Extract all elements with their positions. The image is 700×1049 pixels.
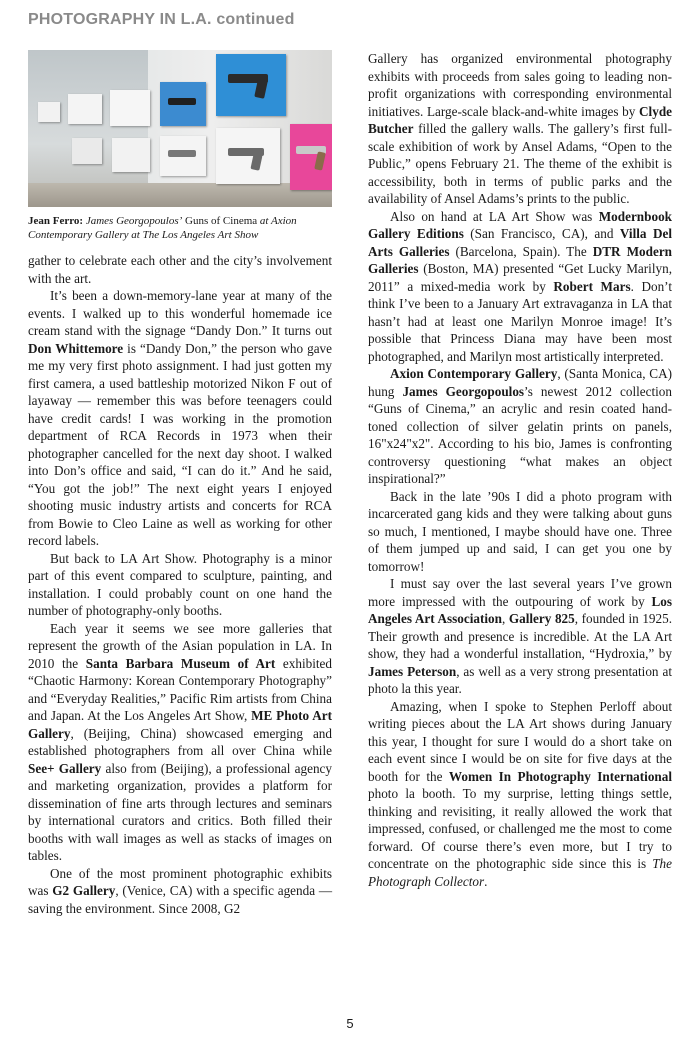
photo-frame-8 xyxy=(216,54,286,116)
caption-rest: at Axion Contemporary Gallery at The Los Angeles Art Show xyxy=(28,215,297,241)
bold-name: Gallery 825 xyxy=(508,611,575,626)
photo-frame-1 xyxy=(38,102,60,122)
bold-name: James Georgopoulos xyxy=(402,383,525,399)
pistol-image-5 xyxy=(168,150,196,157)
bold-name: Los Angeles Art Association xyxy=(368,593,672,626)
text-run: I must say over the last several years I’ve grown more impressed with the outpouring of work by xyxy=(368,576,672,609)
text-run: Amazing, when I spoke to Stephen Perloff about writing pieces about the LA Art shows during January this year, I thought for sure I would do a short take on each event since I would be on site for five days at the booth for the xyxy=(368,698,672,784)
body-paragraph xyxy=(28,550,332,620)
text-run: But back to LA Art Show. Photography is a minor part of this event compared to sculpture, painting, and installation. I could probably count on one hand the number of photography-only booths. xyxy=(28,550,332,618)
text-run: (Barcelona, Spain). The xyxy=(449,243,593,259)
left-body-text xyxy=(28,252,332,917)
photo-frame-10 xyxy=(290,124,332,190)
photo-frame-5 xyxy=(112,138,150,172)
text-run: It’s been a down-memory-lane year at many of the events. I walked up to this wonderful homemade ice cream stand with the signage “Dandy Don.” It turns out xyxy=(28,288,332,338)
text-run: exhibited “Chaotic Harmony: Korean Contemporary Photography” and “Everyday Realities,” Pacific Rim artists from China and Japan. At the Los Angeles Art Show, xyxy=(28,655,332,723)
text-run: photo la booth. To my surprise, letting things settle, thinking and revisiting, it really allowed the work that impressed, confused, or challenged me the most to come forward. Of course there’s even more, but I try to concentrate on the photographic side since this is xyxy=(368,786,672,871)
photo-caption xyxy=(28,214,332,242)
text-run: , (Venice, CA) with a specific agenda — saving the environment. Since 2008, G2 xyxy=(28,883,333,916)
text-run: . Don’t think I’ve been to a January Art extravaganza in LA that hasn’t had at least one Marilyn Monroe image! It’s possible that Princess Diana may have been most photographed, and Marilyn most artistically interpreted. xyxy=(368,278,672,364)
pistol-image-4 xyxy=(168,98,196,105)
body-paragraph xyxy=(28,865,332,918)
body-paragraph xyxy=(368,208,672,366)
text-run: (San Francisco, CA), and xyxy=(463,226,620,241)
text-run: ’s newest 2012 collection “Guns of Cinema,” an acrylic and resin coated hand-toned collection of silver gelatin prints on panels, 16"x24"x2". According to his bio, James is confronting controversy questioning “what makes an object inspirational?” xyxy=(368,383,672,486)
page-number: 5 xyxy=(346,1016,354,1031)
bold-name: Modernbook Gallery Editions xyxy=(368,208,672,241)
italic-title: The Photograph Collector xyxy=(368,856,672,889)
caption-artist: James Georgopoulos’ xyxy=(85,215,183,227)
bold-name: Don Whittemore xyxy=(28,340,124,356)
bold-name: Robert Mars xyxy=(553,278,631,294)
body-paragraph xyxy=(28,620,332,865)
body-paragraph xyxy=(368,575,672,698)
bold-name: Axion Contemporary Gallery xyxy=(390,366,558,381)
text-run: also from (Beijing), a professional agency and marketing organization, provides a platform for dissemination of fine arts through lectures and seminars by international curators and critics. Both filled their booths with wall images as well as stacks of images on tables. xyxy=(28,760,333,863)
text-run: (Boston, MA) presented “Get Lucky Marilyn, 2011” a mixed-media work by xyxy=(368,261,672,294)
text-run: Also on hand at LA Art Show was xyxy=(390,208,599,224)
bold-name: G2 Gallery xyxy=(52,883,116,898)
text-run: . xyxy=(484,873,488,889)
text-run: , founded in 1925. Their growth and presence is incredible. At the LA Art show, they had a wonderful installation, “Hydroxia,” by xyxy=(368,611,672,661)
photo-frame-4 xyxy=(110,90,150,126)
body-paragraph xyxy=(28,252,332,287)
body-paragraph xyxy=(368,365,672,488)
text-run: Gallery has organized environmental photography exhibits with proceeds from sales going to leading non-profit organizations with corresponding environmental initiatives. Large-scale black-and-white images by xyxy=(368,51,672,119)
body-paragraph xyxy=(368,50,672,208)
body-paragraph xyxy=(28,287,332,550)
text-run: , as well as a very strong presentation at photo la this year. xyxy=(368,663,672,696)
bold-name: Clyde Butcher xyxy=(368,103,672,136)
bold-name: Women In Photography International xyxy=(448,768,673,784)
bold-name: Santa Barbara Museum of Art xyxy=(85,655,276,671)
text-run: , xyxy=(501,611,509,626)
right-body-text xyxy=(368,50,672,890)
caption-author: Jean Ferro: xyxy=(28,215,84,227)
text-run: Each year it seems we see more galleries that represent the growth of the Asian population in LA. In 2010 the xyxy=(28,620,332,671)
right-column xyxy=(368,50,672,890)
bold-name: James Peterson xyxy=(368,663,457,679)
caption-work-title: Guns of Cinema xyxy=(185,215,258,227)
bold-name: DTR Modern Galleries xyxy=(368,243,673,276)
text-run: One of the most prominent photographic exhibits was xyxy=(28,865,332,898)
text-run: , (Beijing, China) showcased emerging and established photographers from all over China while xyxy=(28,725,332,758)
running-header: PHOTOGRAPHY IN L.A. continued xyxy=(28,11,295,28)
bold-name: ME Photo Art Gallery xyxy=(28,708,332,741)
text-run: , (Santa Monica, CA) hung xyxy=(368,366,673,399)
body-paragraph xyxy=(368,488,672,576)
text-run: is “Dandy Don,” the person who gave me my very first photo assignment. I had just gotten my first camera, a used battleship motorized Nikon F out of layaway — remember this was before teenagers could have credit cards! I was working in the promotion department of RCA Records in 1973 when their photographer cancelled for the next day shoot. I walked into Don’s office and said, “I can do it.” And he said, “You got the job!” The next eight years I enjoyed shooting music industry artists and concerts for RCA from Bowie to Cleo Laine as well as working for other record labels. xyxy=(28,340,332,548)
bold-name: Villa Del Arts Galleries xyxy=(368,226,672,259)
bold-name: See+ Gallery xyxy=(28,760,102,776)
text-run: filled the gallery walls. The gallery’s first full-scale exhibition of work by Ansel Adams, “Open to the Public,” opens February 21. The theme of the exhibit is accessibility, both in terms of public parks and the availability of Ansel Adams’s prints to the public. xyxy=(368,121,672,206)
left-column xyxy=(28,50,332,917)
text-run: Back in the late ’90s I did a photo program with incarcerated gang kids and they were talking about guns so much, I mentioned, I maybe should have one. Three of them jumped up and said, I can get you one by tomorrow! xyxy=(368,488,672,574)
photo-floor xyxy=(28,183,332,207)
gallery-photo xyxy=(28,50,332,207)
photo-frame-2 xyxy=(68,94,102,124)
photo-frame-3 xyxy=(72,138,102,164)
text-run: gather to celebrate each other and the city’s involvement with the art. xyxy=(28,253,332,286)
photo-frame-9 xyxy=(216,128,280,184)
body-paragraph xyxy=(368,698,672,891)
